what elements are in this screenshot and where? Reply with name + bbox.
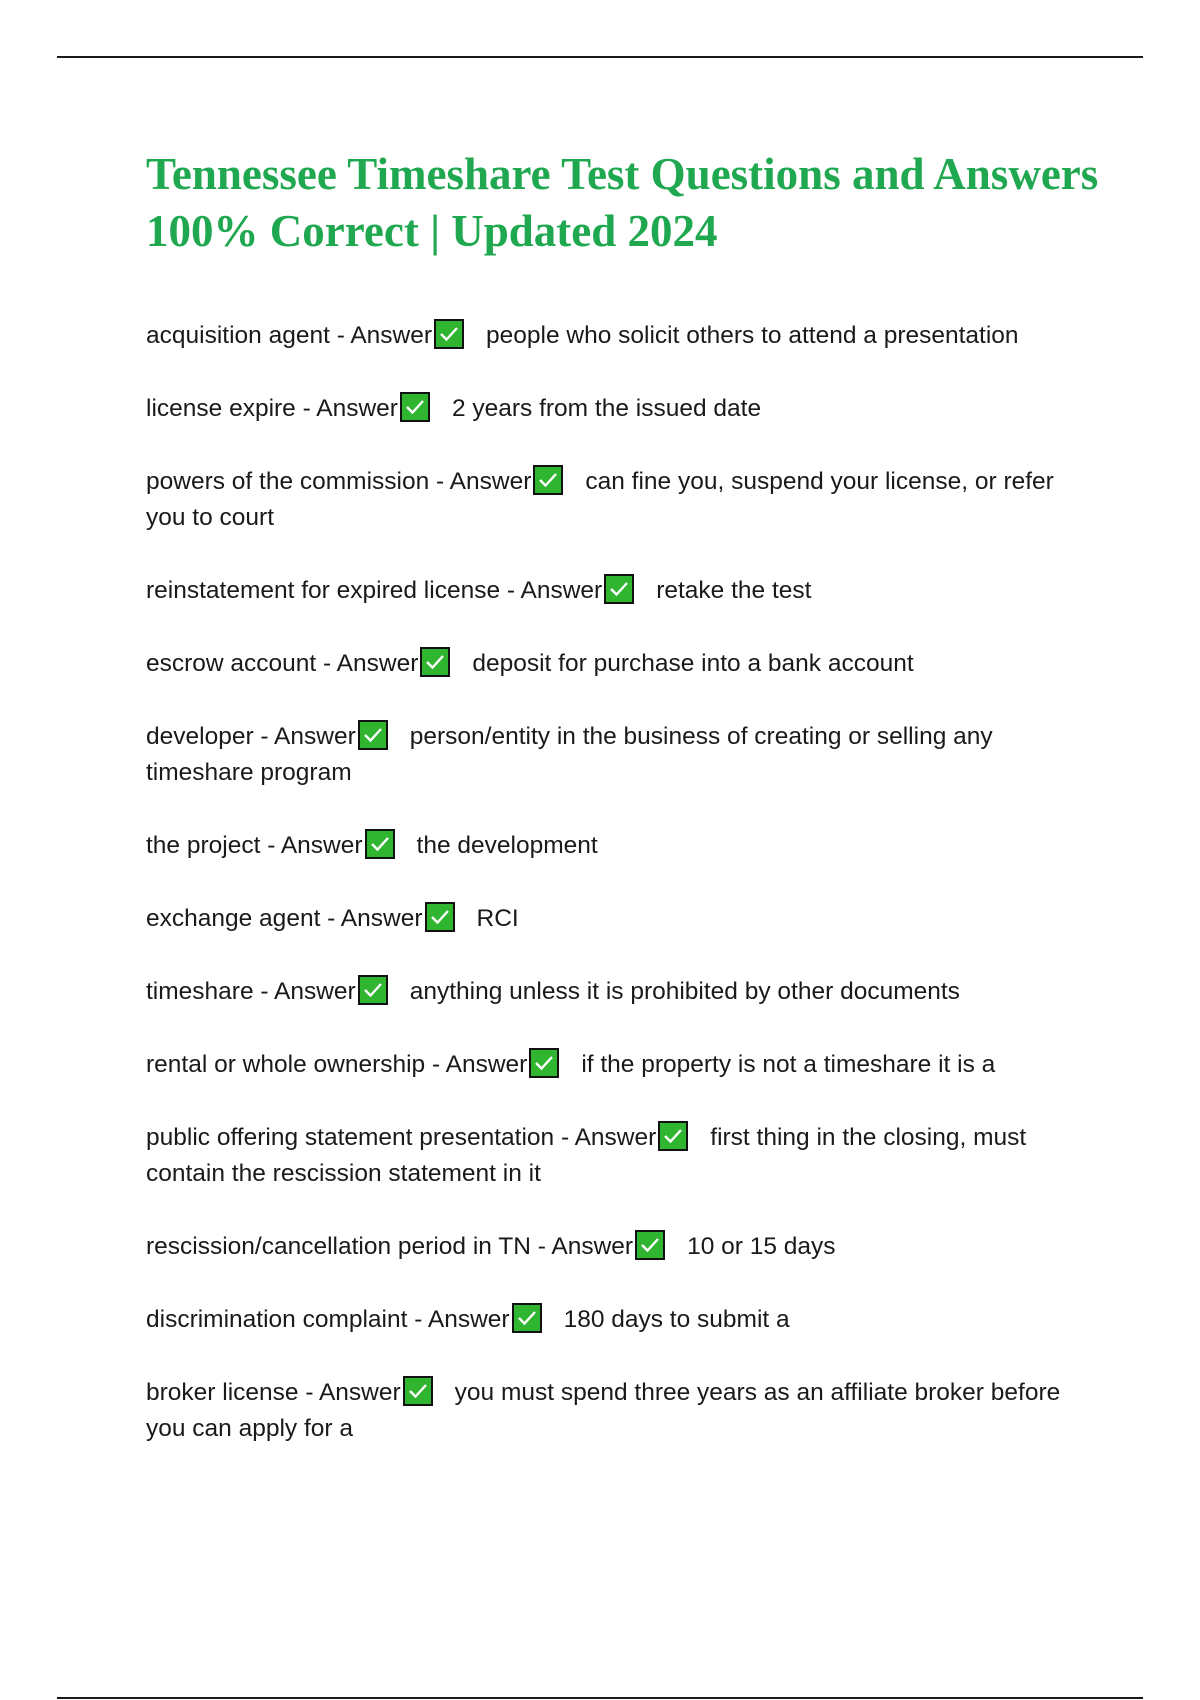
qa-separator: -: [329, 322, 351, 349]
qa-separator: -: [298, 1379, 319, 1406]
checkmark-icon: [400, 392, 430, 422]
qa-term: escrow account: [146, 650, 317, 677]
qa-item: [146, 719, 1091, 791]
qa-item: [146, 1120, 1091, 1192]
qa-term: license expire: [146, 395, 296, 422]
qa-item: [146, 1229, 1091, 1265]
qa-item: [146, 646, 1091, 682]
qa-answer: 2 years from the issued date: [451, 395, 762, 422]
answer-label: Answer: [336, 650, 419, 677]
checkmark-icon: [358, 720, 388, 750]
qa-item: [146, 318, 1091, 354]
qa-separator: -: [407, 1306, 428, 1333]
qa-separator: -: [554, 1124, 575, 1151]
qa-item: [146, 974, 1091, 1010]
document-title: Tennessee Timeshare Test Questions and Answers 100% Correct | Updated 2024: [146, 149, 1099, 256]
qa-term: rescission/cancellation period in TN: [146, 1233, 531, 1260]
qa-list: [146, 318, 1091, 1484]
qa-term: exchange agent: [146, 905, 321, 932]
answer-label: Answer: [520, 577, 603, 604]
answer-label: Answer: [340, 905, 423, 932]
checkmark-icon: [604, 574, 634, 604]
qa-answer: deposit for purchase into a bank account: [472, 650, 914, 677]
answer-label: Answer: [445, 1051, 528, 1078]
qa-term: powers of the commission: [146, 468, 430, 495]
qa-separator: -: [530, 1233, 552, 1260]
qa-answer: people who solicit others to attend a presentation: [486, 322, 1019, 349]
qa-term: reinstatement for expired license: [146, 577, 501, 604]
answer-label: Answer: [574, 1124, 657, 1151]
qa-answer: 180 days to submit a: [563, 1306, 790, 1333]
qa-item: [146, 391, 1091, 427]
qa-item: [146, 1375, 1091, 1447]
qa-separator: -: [500, 577, 521, 604]
qa-separator: -: [429, 468, 450, 495]
checkmark-icon: [533, 465, 563, 495]
qa-term: developer: [146, 723, 254, 750]
qa-term: acquisition agent: [146, 322, 330, 349]
qa-separator: -: [320, 905, 341, 932]
qa-answer: can fine you, suspend your license, or refer you to court: [146, 468, 1054, 531]
qa-term: discrimination complaint: [146, 1306, 408, 1333]
checkmark-icon: [434, 319, 464, 349]
checkmark-icon: [403, 1376, 433, 1406]
qa-answer: person/entity in the business of creating or selling any timeshare program: [146, 723, 993, 786]
qa-answer: retake the test: [656, 577, 812, 604]
qa-item: [146, 901, 1091, 937]
answer-label: Answer: [318, 1379, 401, 1406]
qa-separator: -: [425, 1051, 446, 1078]
qa-term: rental or whole ownership: [146, 1051, 426, 1078]
checkmark-icon: [365, 829, 395, 859]
qa-term: public offering statement presentation: [146, 1124, 555, 1151]
qa-term: broker license: [146, 1379, 299, 1406]
checkmark-icon: [635, 1230, 665, 1260]
qa-answer: 10 or 15 days: [687, 1233, 836, 1260]
answer-label: Answer: [427, 1306, 510, 1333]
answer-label: Answer: [274, 978, 356, 1005]
answer-label: Answer: [350, 322, 433, 349]
checkmark-icon: [358, 975, 388, 1005]
qa-answer: you must spend three years as an affiliate broker before you can apply for a: [146, 1379, 1061, 1442]
qa-term: timeshare: [146, 978, 254, 1005]
answer-label: Answer: [316, 395, 398, 422]
checkmark-icon: [529, 1048, 559, 1078]
qa-separator: -: [260, 832, 281, 859]
qa-answer: the development: [416, 832, 598, 859]
checkmark-icon: [425, 902, 455, 932]
qa-item: [146, 1047, 1091, 1083]
checkmark-icon: [658, 1121, 688, 1151]
qa-separator: -: [295, 395, 317, 422]
qa-item: [146, 573, 1091, 609]
qa-separator: -: [253, 978, 274, 1005]
checkmark-icon: [512, 1303, 542, 1333]
answer-label: Answer: [280, 832, 363, 859]
answer-label: Answer: [274, 723, 356, 750]
qa-separator: -: [316, 650, 337, 677]
qa-answer: first thing in the closing, must contain the rescission statement in it: [146, 1124, 1027, 1187]
qa-item: [146, 828, 1091, 864]
qa-answer: anything unless it is prohibited by other documents: [409, 978, 960, 1005]
checkmark-icon: [420, 647, 450, 677]
qa-answer: if the property is not a timeshare it is a: [581, 1051, 996, 1078]
qa-separator: -: [253, 723, 275, 750]
qa-answer: RCI: [476, 905, 519, 932]
qa-term: the project: [146, 832, 261, 859]
bottom-divider: [57, 1697, 1143, 1699]
answer-label: Answer: [551, 1233, 634, 1260]
answer-label: Answer: [449, 468, 532, 495]
qa-item: [146, 1302, 1091, 1338]
qa-item: [146, 464, 1091, 536]
top-divider: [57, 56, 1143, 58]
